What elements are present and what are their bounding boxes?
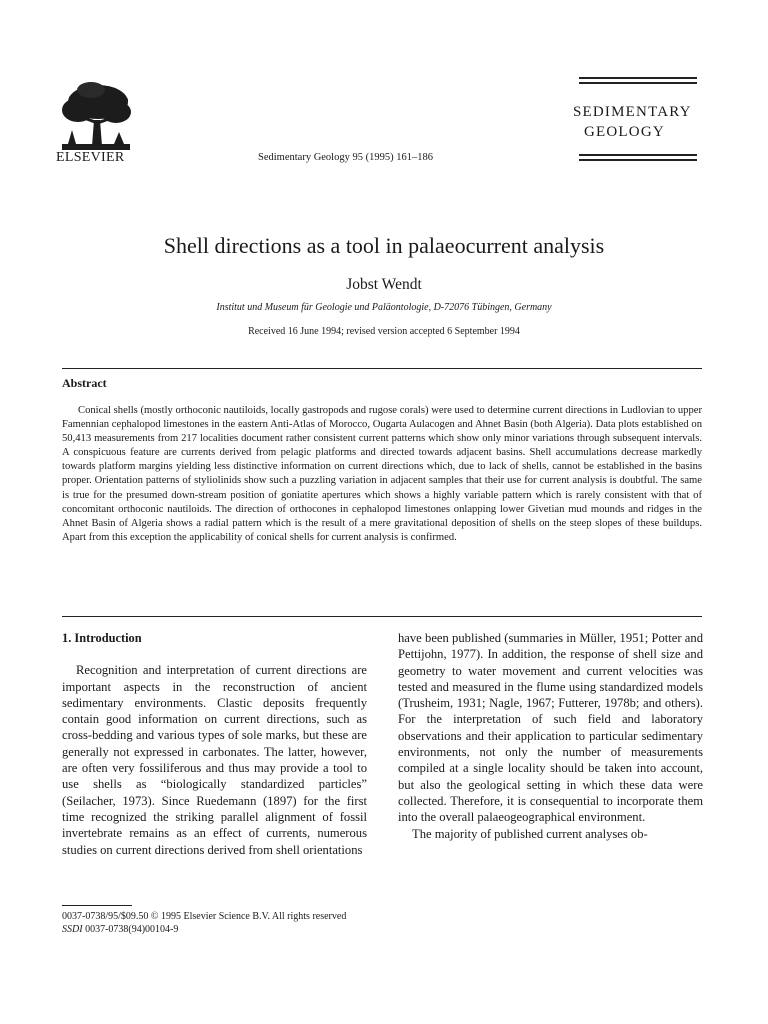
abstract-rule-top (62, 368, 702, 369)
footer-rule (62, 905, 132, 906)
journal-rule-top-1 (579, 77, 697, 79)
intro-paragraph-1-continued: have been published (summaries in Müller, 1951; Potter and Pettijohn, 1977). In addition, the response of shell size and geometry to water movement and current velocities was tested and measured in the flume using standardized models (Trusheim, 1931; Nagle, 1967; Futterer, 1978b; and others). For the interpretation of such field and laboratory observations and their application to particular sedimentary environments, not only the number of measurements compiled at a single locality should be taken into account, but also the geological setting in which these data were collected. Therefore, it is consequential to incorporate them into the overall palaeogeographical environment. (398, 631, 703, 825)
author-name: Jobst Wendt (346, 276, 422, 293)
journal-name-line2: GEOLOGY (584, 124, 665, 140)
author-affiliation: Institut und Museum für Geologie und Paläontologie, D-72076 Tübingen, Germany (216, 302, 552, 313)
column-left (62, 630, 367, 858)
journal-name-line1: SEDIMENTARY (573, 104, 692, 120)
copyright-line: 0037-0738/95/$09.50 © 1995 Elsevier Science B.V. All rights reserved (62, 911, 347, 922)
journal-rule-bottom-2 (579, 159, 697, 161)
journal-rule-top-2 (579, 82, 697, 84)
ssdi-label: SSDI (62, 924, 83, 935)
ssdi-code: 0037-0738(94)00104-9 (85, 924, 179, 935)
ssdi-line (62, 924, 178, 935)
column-right (398, 630, 703, 842)
section-heading: 1. Introduction (62, 631, 142, 645)
received-dates: Received 16 June 1994; revised version accepted 6 September 1994 (248, 326, 520, 337)
intro-paragraph-1: Recognition and interpretation of current directions are important aspects in the reconstruction of ancient sedimentary environments. Clastic deposits frequently contain good information on current directions, such as cross-bedding and various types of sole marks, but these are generally not expressed in carbonates. The latter, however, are often very fossiliferous and thus may provide a tool to use shells as “biologically standardized particles” (Seilacher, 1973). Since Ruedemann (1897) for the first time recognized the striking parallel alignment of fossil invertebrate remains as an effect of currents, numerous studies on current directions derived from shell orientations (62, 663, 367, 857)
abstract-text: Conical shells (mostly orthoconic nautiloids, locally gastropods and rugose corals) were used to determine current directions in Ludlovian to upper Famennian cephalopod limestones in the eastern Anti-Atlas of Morocco, Ougarta Aulacogen and Ahnet Basin (both Algeria). Data plots established on 50,413 measurements from 217 localities document rather consistent current patterns which show only minor variations through subsequent intervals. A conspicuous feature are currents derived from pelagic platforms and directed towards adjacent basins. Shell accumulations decrease markedly towards platform margins yielding less distinctive information on current directions which, due to lack of shells, cannot be established in the basins proper. Orientation patterns of styliolinids show such a puzzling variation in adjacent samples that their use for current analysis is doubtful. The same is true for the presumed down-stream position of goniatite apertures which shows a highly variable pattern which is rarely consistent with that of concomitant orthoconic nautiloids. The direction of orthocones in cephalopod limestones onlapping lower Givetian mud mounds and ridges in the Ahnet Basin of Algeria shows a radial pattern which is the result of a mere gravitational deposition of shells on the steep slopes of these buildups. Apart from this exception the applicability of conical shells for current analysis is confirmed. (62, 405, 702, 543)
article-title: Shell directions as a tool in palaeocurrent analysis (163, 233, 605, 258)
elsevier-tree-logo (56, 80, 136, 158)
journal-citation: Sedimentary Geology 95 (1995) 161–186 (258, 152, 433, 163)
journal-rule-bottom-1 (579, 154, 697, 156)
intro-paragraph-2: The majority of published current analyses ob- (412, 826, 648, 841)
abstract-rule-bottom (62, 616, 702, 617)
publisher-name: ELSEVIER (56, 150, 125, 165)
abstract-heading: Abstract (62, 376, 107, 390)
